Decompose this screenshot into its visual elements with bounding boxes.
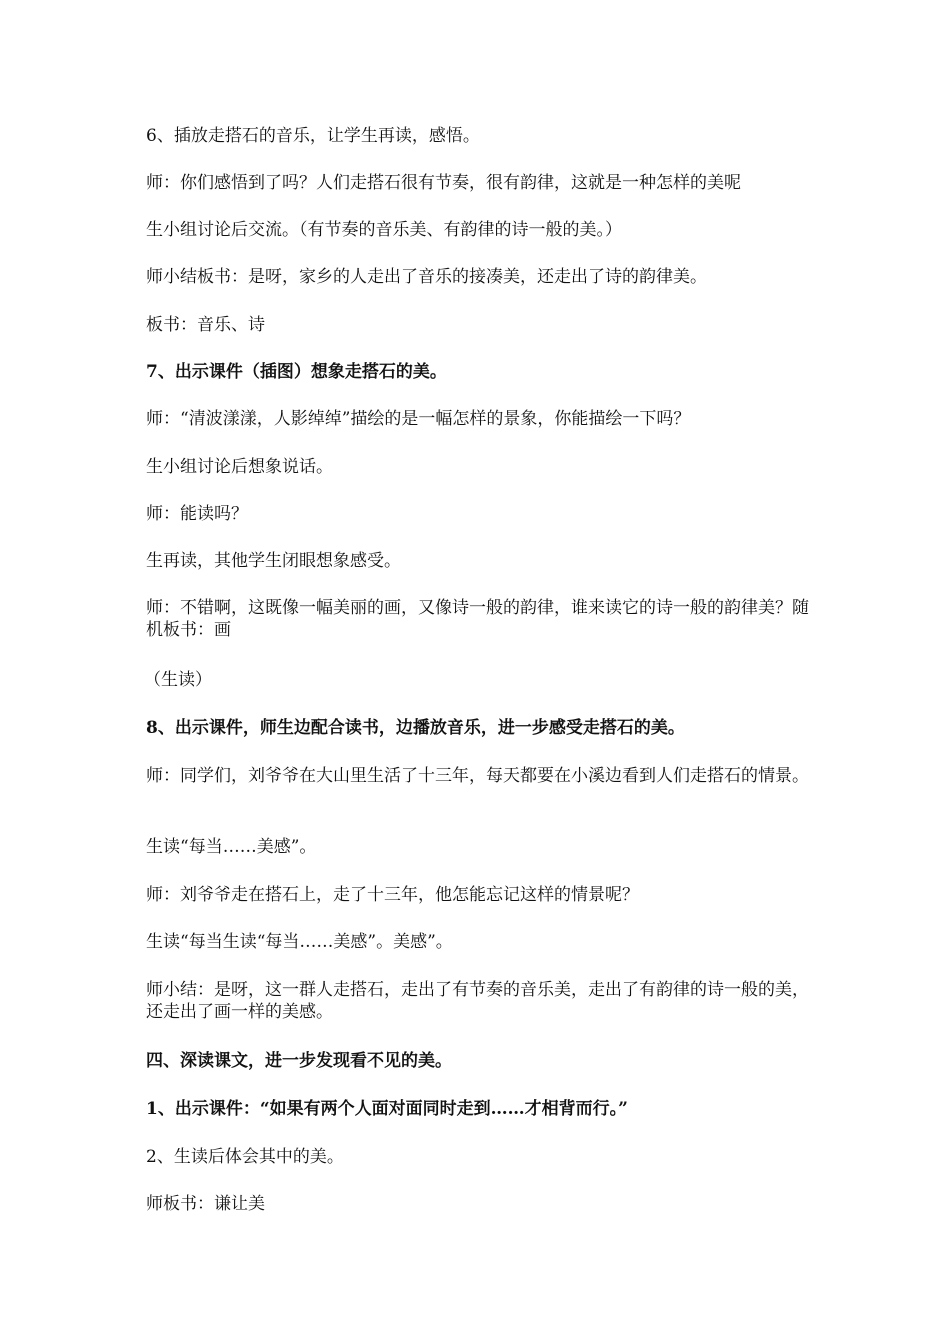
paragraph-group-discussion: 生小组讨论后交流。（有节奏的音乐美、有韵律的诗一般的美。） [146,220,622,240]
heading-step-1: 1、出示课件：“如果有两个人面对面同时走到……才相背而行。” [146,1099,628,1119]
paragraph-teacher-summary: 师小结板书：是呀，家乡的人走出了音乐的接凑美，还走出了诗的韵律美。 [146,267,707,287]
paragraph-board-modesty: 师板书：谦让美 [146,1194,265,1214]
paragraph-board-notes: 板书：音乐、诗 [146,315,265,335]
paragraph-teacher-praise: 师：不错啊，这既像一幅美丽的画，又像诗一般的韵律，谁来读它的诗一般的韵律美？随机板书：画 [146,598,809,640]
paragraph-teacher-conclusion: 师小结：是呀，这一群人走搭石，走出了有节奏的音乐美，走出了有韵律的诗一般的美，还走出了画一样的美感。 [146,980,809,1022]
paragraph-step-6: 6、插放走搭石的音乐，让学生再读，感悟。 [146,126,480,146]
paragraph-student-reads: （生读） [144,670,212,690]
paragraph-student-reads-2: 生读“每当生读“每当……美感”。美感”。 [146,932,453,952]
paragraph-grandpa-liu: 师：同学们，刘爷爷在大山里生活了十三年，每天都要在小溪边看到人们走搭石的情景。 [146,766,809,786]
paragraph-teacher-describe: 师：“清波漾漾，人影绰绰”描绘的是一幅怎样的景象，你能描绘一下吗？ [146,409,691,429]
paragraph-can-read: 师：能读吗？ [146,504,248,524]
heading-step-7: 7、出示课件（插图）想象走搭石的美。 [146,362,447,382]
heading-section-4: 四、深读课文，进一步发现看不见的美。 [146,1051,452,1071]
paragraph-teacher-grandpa: 师：刘爷爷走在搭石上，走了十三年，他怎能忘记这样的情景呢？ [146,885,639,905]
paragraph-student-reads-1: 生读“每当……美感”。 [146,837,317,857]
heading-step-8: 8、出示课件，师生边配合读书，边播放音乐，进一步感受走搭石的美。 [146,718,685,738]
paragraph-read-again: 生再读，其他学生闭眼想象感受。 [146,551,401,571]
paragraph-step-2: 2、生读后体会其中的美。 [146,1147,344,1167]
paragraph-teacher-question: 师：你们感悟到了吗？人们走搭石很有节奏，很有韵律，这就是一种怎样的美呢 [146,173,741,193]
paragraph-group-imagine: 生小组讨论后想象说话。 [146,457,333,477]
